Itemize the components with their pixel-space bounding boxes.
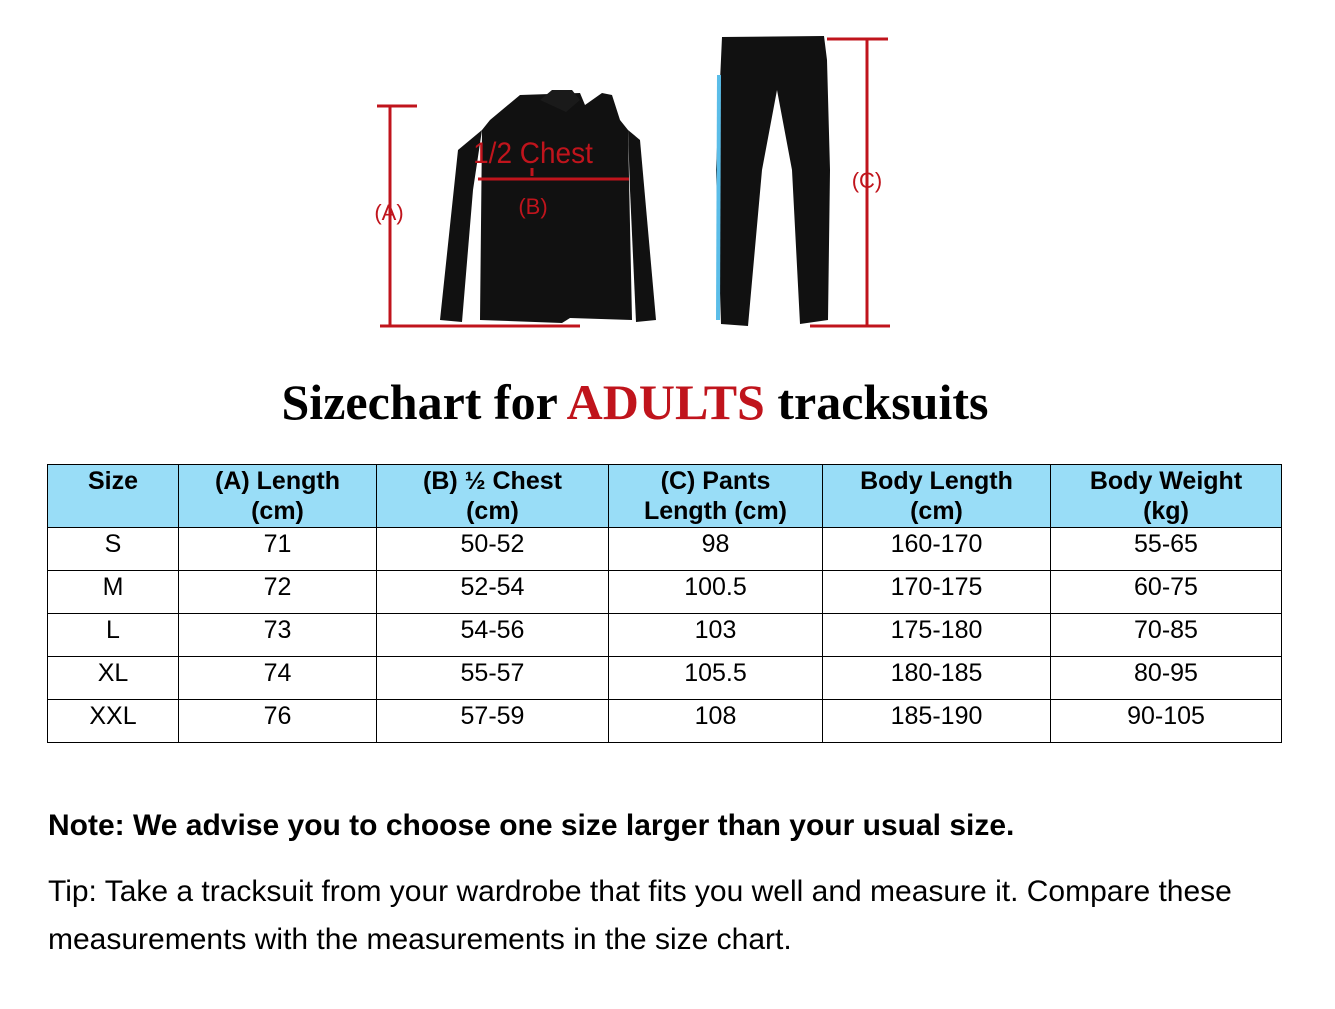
page-title [0,372,1270,432]
cell-size: XL [48,657,179,700]
header-length: (A) Length (cm) [179,465,377,528]
cell-length: 72 [179,571,377,614]
cell-body-length: 170-175 [823,571,1051,614]
title-accent: ADULTS [566,374,765,430]
table-row [48,700,1282,743]
label-c: (C) [851,168,883,193]
label-a: (A) [374,200,404,225]
cell-body-weight: 80-95 [1051,657,1282,700]
cell-body-weight: 55-65 [1051,528,1282,571]
header-chest: (B) ½ Chest (cm) [377,465,609,528]
cell-pants-length: 108 [609,700,823,743]
cell-chest: 50-52 [377,528,609,571]
pants-image [716,36,830,326]
size-table [47,464,1282,743]
table-row [48,528,1282,571]
cell-size: M [48,571,179,614]
cell-length: 74 [179,657,377,700]
table-header-row [48,465,1282,528]
table-row [48,571,1282,614]
cell-body-weight: 60-75 [1051,571,1282,614]
header-body-length: Body Length (cm) [823,465,1051,528]
cell-pants-length: 100.5 [609,571,823,614]
cell-size: S [48,528,179,571]
jacket-image [440,90,656,323]
cell-pants-length: 105.5 [609,657,823,700]
cell-chest: 54-56 [377,614,609,657]
label-b: (B) [518,194,548,219]
cell-body-weight: 70-85 [1051,614,1282,657]
title-prefix: Sizechart for [281,374,557,430]
header-pants-length: (C) Pants Length (cm) [609,465,823,528]
cell-length: 71 [179,528,377,571]
header-size: Size [48,465,179,528]
cell-body-weight: 90-105 [1051,700,1282,743]
cell-size: L [48,614,179,657]
table-row [48,614,1282,657]
cell-pants-length: 98 [609,528,823,571]
cell-chest: 57-59 [377,700,609,743]
cell-length: 73 [179,614,377,657]
chest-label: 1/2 Chest [473,137,593,170]
table-row [48,657,1282,700]
cell-body-length: 180-185 [823,657,1051,700]
tracksuit-illustration [340,20,940,350]
cell-length: 76 [179,700,377,743]
cell-size: XXL [48,700,179,743]
cell-pants-length: 103 [609,614,823,657]
cell-body-length: 175-180 [823,614,1051,657]
cell-body-length: 160-170 [823,528,1051,571]
cell-body-length: 185-190 [823,700,1051,743]
header-body-weight: Body Weight (kg) [1051,465,1282,528]
tip-text: Tip: Take a tracksuit from your wardrobe that fits you well and measure it. Compare these measurements with the measurements in the size chart. [48,875,1232,956]
note-text: Note: We advise you to choose one size larger than your usual size. [48,809,1015,842]
cell-chest: 52-54 [377,571,609,614]
cell-chest: 55-57 [377,657,609,700]
title-suffix: tracksuits [777,374,989,430]
